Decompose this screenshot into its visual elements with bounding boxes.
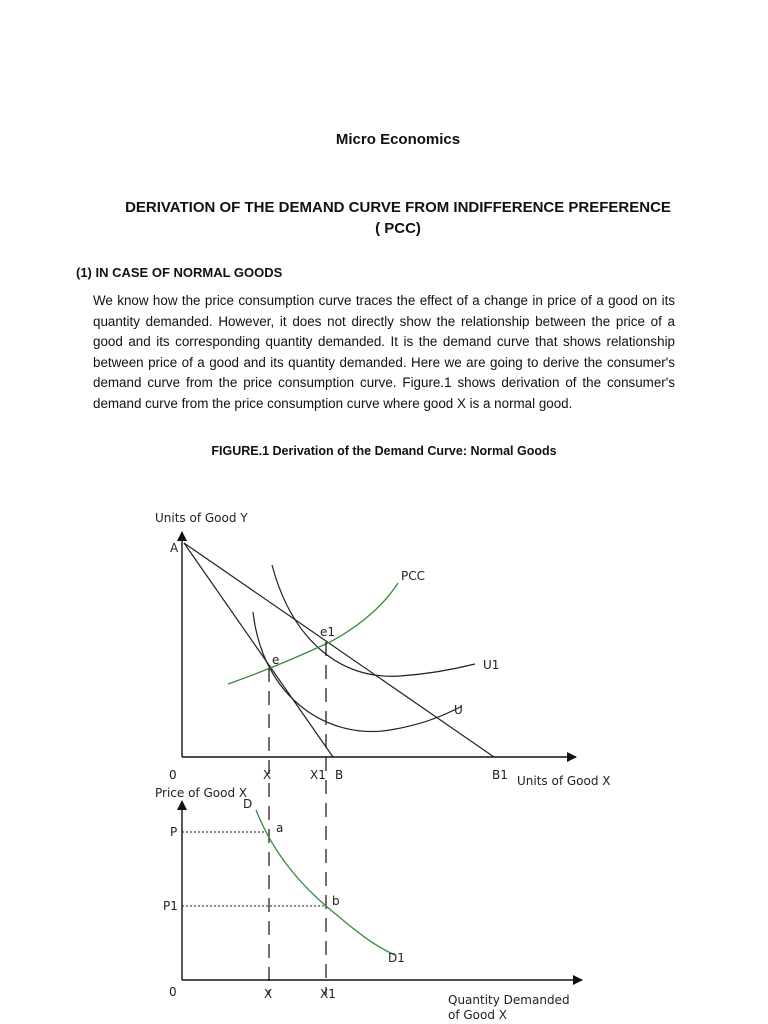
upper-panel bbox=[155, 511, 611, 995]
lower-panel bbox=[155, 786, 582, 1022]
upper-x-axis-label: Units of Good X bbox=[517, 774, 611, 788]
body-paragraph: We know how the price consumption curve traces the effect of a change in price of a good on its quantity demanded. However, it does not directly show the relationship between the price of a good and its corresponding quantity demanded. It is the demand curve that shows relationship between price of a good and its quantity demanded. Here we are going to derive the consumer's demand curve from the price consumption curve. Figure.1 shows derivation of the consumer's demand curve from the price consumption curve where good X is a normal good. bbox=[93, 293, 675, 411]
indifference-curve-U1 bbox=[272, 565, 475, 676]
title-line-2: ( PCC) bbox=[375, 220, 421, 237]
demand-end-label: D1 bbox=[388, 951, 405, 965]
point-a-label: a bbox=[276, 821, 284, 835]
pcc-curve bbox=[228, 583, 398, 684]
lower-y-axis-label: Price of Good X bbox=[155, 786, 248, 800]
point-A-label: A bbox=[170, 541, 179, 555]
point-e-label: e bbox=[272, 653, 280, 667]
demand-start-label: D bbox=[243, 797, 253, 811]
tick-p1-label: P1 bbox=[163, 899, 178, 913]
lower-x-axis-label-line1: Quantity Demanded bbox=[448, 993, 570, 1007]
lower-tick-x-label: X bbox=[264, 987, 273, 1001]
tick-x1-label: X1 bbox=[310, 768, 326, 782]
lower-origin-label: 0 bbox=[169, 985, 177, 999]
tick-p-label: P bbox=[170, 825, 178, 839]
budget-line-AB1 bbox=[184, 543, 494, 757]
tick-b1-label: B1 bbox=[492, 768, 508, 782]
point-b-label: b bbox=[332, 894, 340, 908]
u-label: U bbox=[454, 703, 463, 717]
point-e1-label: e1 bbox=[320, 625, 336, 639]
title-line-1: DERIVATION OF THE DEMAND CURVE FROM INDIFFERENCE PREFERENCE bbox=[125, 199, 671, 216]
lower-tick-x1-label: X1 bbox=[320, 987, 336, 1001]
subject-heading: Micro Economics bbox=[335, 131, 461, 148]
tick-b-label: B bbox=[335, 768, 344, 782]
upper-y-axis-label: Units of Good Y bbox=[155, 511, 248, 525]
u1-label: U1 bbox=[483, 658, 500, 672]
figure-caption: FIGURE.1 Derivation of the Demand Curve: Normal Goods bbox=[211, 444, 557, 458]
upper-origin-label: 0 bbox=[169, 768, 177, 782]
tick-x-label: X bbox=[263, 768, 272, 782]
lower-x-axis-label-line2: of Good X bbox=[448, 1008, 508, 1022]
pcc-label: PCC bbox=[401, 569, 425, 583]
budget-line-AB bbox=[184, 543, 336, 757]
section-heading: (1) IN CASE OF NORMAL GOODS bbox=[76, 265, 283, 280]
